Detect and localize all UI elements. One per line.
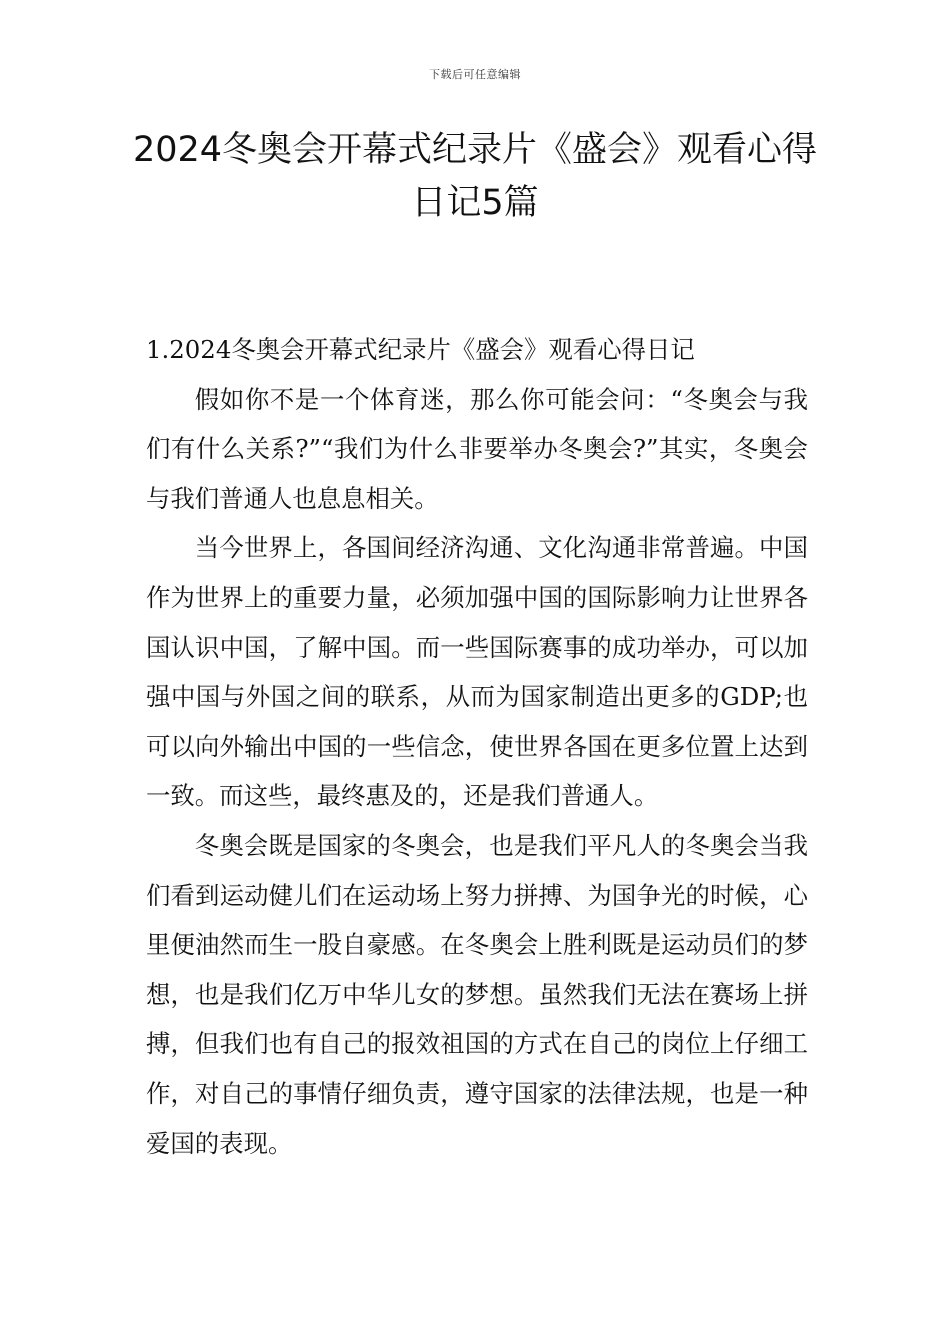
paragraph-1: 假如你不是一个体育迷，那么你可能会问：“冬奥会与我们有什么关系?”“我们为什么非要举办冬奥会?”其实，冬奥会与我们普通人也息息相关。 bbox=[146, 384, 808, 513]
document-body bbox=[146, 325, 808, 1168]
header-note: 下载后可任意编辑 bbox=[429, 68, 521, 81]
paragraph-2: 当今世界上，各国间经济沟通、文化沟通非常普遍。中国作为世界上的重要力量，必须加强中国的国际影响力让世界各国认识中国，了解中国。而一些国际赛事的成功举办，可以加强中国与外国之间的联系，从而为国家制造出更多的GDP;也可以向外输出中国的一些信念，使世界各国在更多位置上达到一致。而这些，最终惠及的，还是我们普通人。 bbox=[146, 533, 808, 811]
paragraph-3: 冬奥会既是国家的冬奥会，也是我们平凡人的冬奥会当我们看到运动健儿们在运动场上努力拼搏、为国争光的时候，心里便油然而生一股自豪感。在冬奥会上胜利既是运动员们的梦想，也是我们亿万中华儿女的梦想。虽然我们无法在赛场上拼搏，但我们也有自己的报效祖国的方式在自己的岗位上仔细工作，对自己的事情仔细负责，遵守国家的法律法规，也是一种爱国的表现。 bbox=[146, 830, 808, 1158]
section-heading: 1.2024冬奥会开幕式纪录片《盛会》观看心得日记 bbox=[146, 335, 695, 364]
document-title: 2024冬奥会开幕式纪录片《盛会》观看心得日记5篇 bbox=[132, 130, 818, 223]
